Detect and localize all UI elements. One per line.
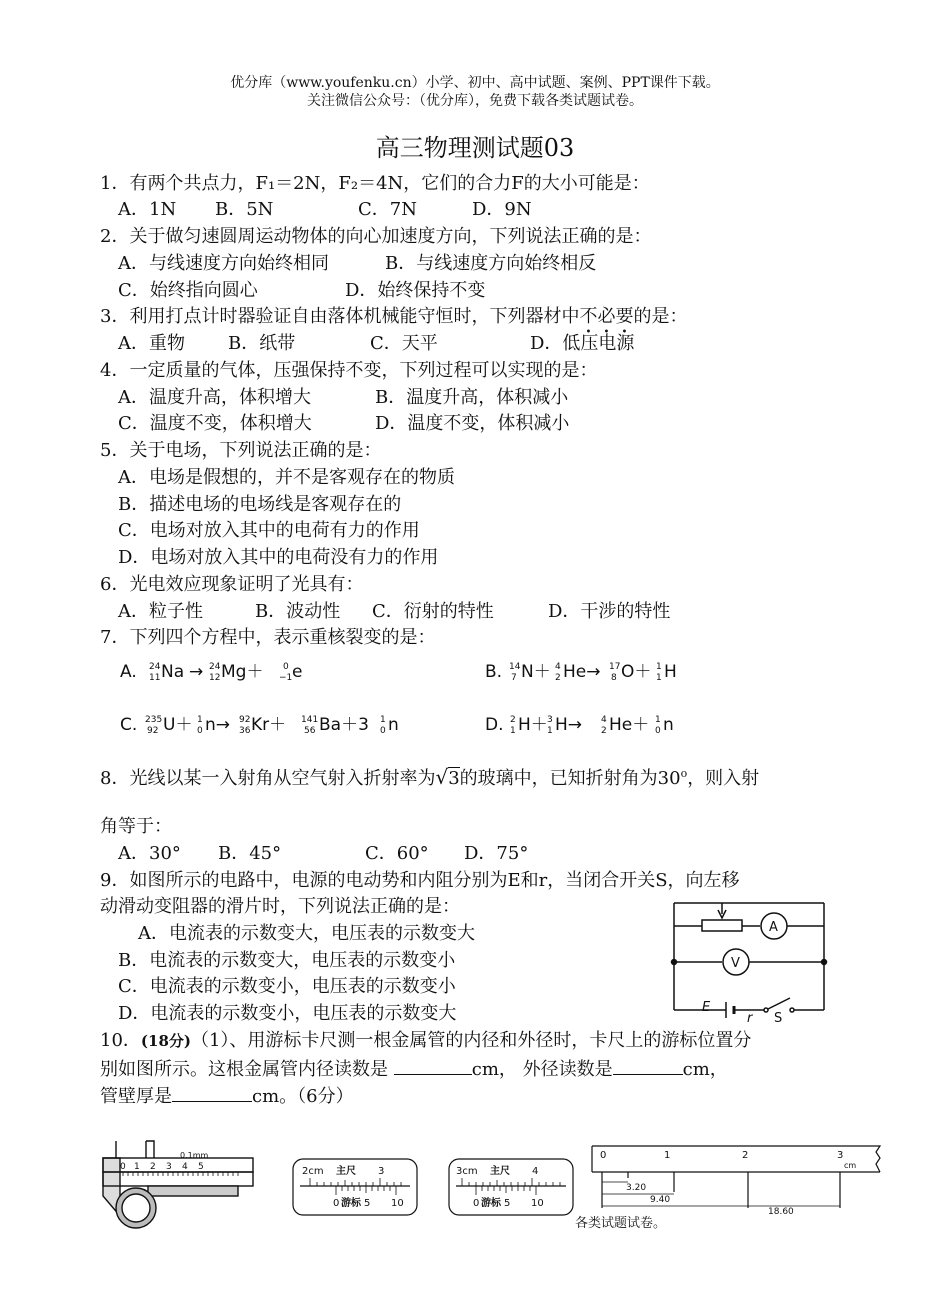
q6-option-a: A．粒子性 [118,601,203,622]
svg-text:7: 7 [511,673,517,683]
eq-d-term4: n [663,715,674,735]
eq-b-label: B. [485,662,503,682]
q4-stem: 4．一定质量的气体，压强保持不变，下列过程可以实现的是： [100,360,598,381]
q9-option-a: A．电流表的示数变大，电压表的示数变大 [138,923,475,944]
scale2-main-right: 4 [532,1166,539,1177]
eq-d-term3: He＋ [609,715,650,735]
vernier-scale-outer-diameter [446,1156,576,1218]
eq-c-term4: Ba＋3 [319,715,369,735]
q3-option-a: A．重物 [118,333,185,354]
degree-mark: o [680,767,688,780]
eq-b-term1: N＋ [521,662,551,682]
svg-text:4: 4 [601,715,607,725]
q3-stem-part2: 的是： [633,306,688,327]
q8-stem-continued: 角等于： [100,816,172,837]
q10-stem-line3 [100,1083,354,1109]
scale1-main-label: 主尺 [336,1166,356,1177]
emf-label: E [702,1000,711,1015]
q1-option-d: D．9N [472,199,532,220]
q8-stem-part1: 8．光线以某一入射角从空气射入折射率为 [100,768,436,789]
q7-stem: 7．下列四个方程中，表示重核裂变的是： [100,627,436,648]
q10-number: 10． [100,1030,141,1051]
sqrt-value: 3 [448,768,460,789]
tape-mark-2: 2 [742,1150,749,1161]
svg-text:36: 36 [239,726,251,736]
q10-line2-part1: 别如图所示。这根金属管内径读数是 [100,1059,388,1080]
distance-1: 3.20 [626,1183,647,1193]
q10-stem-line1 [100,1029,751,1053]
q4-option-d: D．温度不变，体积减小 [375,413,570,434]
inner-diameter-blank[interactable] [394,1056,472,1075]
svg-text:92: 92 [147,726,159,736]
svg-text:24: 24 [149,662,161,672]
eq-b-term4: H [664,662,677,682]
eq-c-term2: n→ [205,715,231,735]
header-line-1: 优分库（www.youfenku.cn）小学、初中、高中试题、案例、PPT课件下载。 [230,75,720,91]
q8-stem-part2: 的玻璃中，已知折射角为30 [459,768,681,789]
q2-option-c: C．始终指向圆心 [118,280,258,301]
svg-text:56: 56 [304,726,316,736]
eq-b-term3: O＋ [621,662,652,682]
q3-option-b: B．纸带 [228,333,296,354]
q2-stem: 2．关于做匀速圆周运动物体的向心加速度方向，下列说法正确的是： [100,226,652,247]
svg-text:0: 0 [380,726,386,736]
svg-text:0: 0 [197,726,203,736]
q10-line2-part2: cm， 外径读数是 [471,1059,613,1080]
scale1-main-right: 3 [378,1166,385,1177]
q3-option-c: C．天平 [370,333,438,354]
eq-a-term4: e [292,662,303,682]
svg-text:24: 24 [209,662,221,672]
svg-text:12: 12 [209,673,221,683]
q8-option-b: B．45° [218,843,282,864]
distance-3: 18.60 [768,1207,794,1217]
q5-option-a: A．电场是假想的，并不是客观存在的物质 [118,467,455,488]
outer-diameter-blank[interactable] [613,1056,683,1075]
q10-line3-part1: 管壁厚是 [100,1086,172,1107]
q4-option-c: C．温度不变，体积增大 [118,413,312,434]
q8-option-a: A．30° [118,843,181,864]
header-line-2: 关注微信公众号：（优分库），免费下载各类试题试卷。 [307,93,643,109]
q5-stem: 5．关于电场，下列说法正确的是： [100,440,382,461]
scale1-vernier-label: 游标 [341,1198,361,1209]
sqrt-symbol: √ [435,765,449,789]
scale1-vernier-ten: 10 [391,1198,404,1209]
eq-a-term1: Na [161,662,185,682]
svg-text:−1: −1 [279,673,293,683]
q8-option-c: C．60° [365,843,429,864]
circuit-diagram [664,898,834,1023]
svg-text:2: 2 [601,726,607,736]
svg-text:2: 2 [555,673,561,683]
q2-option-d: D．始终保持不变 [345,280,486,301]
svg-text:0: 0 [283,662,289,672]
scale2-vernier-five: 5 [504,1198,511,1209]
q10-text: （1）、用游标卡尺测一根金属管的内径和外径时，卡尺上的游标位置分 [190,1030,752,1051]
footer-fragment: 各类试题试卷。 [575,1216,667,1231]
svg-text:4: 4 [555,662,561,672]
svg-text:1: 1 [547,726,553,736]
caliper-unit-label: 0.1mm [180,1151,209,1160]
q5-option-b: B．描述电场的电场线是客观存在的 [118,494,402,515]
svg-text:0: 0 [655,726,661,736]
switch-label: S [774,1011,783,1023]
q1-stem: 1．有两个共点力，F₁＝2N，F₂＝4N，它们的合力F的大小可能是： [100,173,650,194]
q10-points: (18分) [140,1032,191,1050]
q4-option-b: B．温度升高，体积减小 [375,387,569,408]
svg-text:2: 2 [510,715,516,725]
q9-stem-line2: 动滑动变阻器的滑片时，下列说法正确的是： [100,896,460,917]
q1-option-c: C．7N [358,199,417,220]
eq-c-term5: n [388,715,399,735]
svg-text:11: 11 [149,673,161,683]
svg-text:14: 14 [509,662,521,672]
distance-2: 9.40 [650,1195,671,1205]
wall-thickness-blank[interactable] [172,1083,252,1102]
q9-stem-line1: 9．如图所示的电路中，电源的电动势和内阻分别为E和r，当闭合开关S，向左移 [100,870,740,891]
scale2-vernier-label: 游标 [481,1198,501,1209]
q10-stem-line2 [100,1056,728,1082]
resistance-label: r [747,1011,753,1023]
svg-text:1: 1 [656,662,662,672]
q6-stem: 6．光电效应现象证明了光具有： [100,574,364,595]
voltmeter-label: V [731,956,740,971]
tape-mark-1: 1 [664,1150,671,1161]
scale2-main-left: 3cm [456,1166,478,1177]
svg-text:2: 2 [150,1162,156,1172]
svg-text:141: 141 [301,715,319,725]
q8-stem-part3: ，则入射 [687,768,760,789]
svg-text:4: 4 [182,1162,188,1172]
ammeter-label: A [769,920,778,935]
rheostat [702,920,742,931]
scale2-main-label: 主尺 [490,1166,510,1177]
svg-text:92: 92 [239,715,251,725]
svg-text:8: 8 [611,673,617,683]
q6-option-d: D．干涉的特性 [548,601,671,622]
eq-c-term1: U＋ [163,715,193,735]
q8-stem [100,762,759,791]
tape-unit: cm [844,1161,857,1170]
vernier-caliper-figure [98,1136,258,1231]
eq-a-term3: Mg＋ [221,662,264,682]
svg-text:1: 1 [134,1162,140,1172]
svg-text:1: 1 [656,673,662,683]
q5-option-d: D．电场对放入其中的电荷没有力的作用 [118,547,439,568]
svg-text:5: 5 [198,1162,204,1172]
svg-text:1: 1 [655,715,661,725]
svg-text:17: 17 [609,662,621,672]
svg-text:3: 3 [166,1162,172,1172]
q3-emphasis-char: 不 [579,306,598,327]
tape-mark-0: 0 [600,1150,607,1161]
vernier-scale-inner-diameter [290,1156,420,1218]
svg-text:1: 1 [380,715,386,725]
eq-c-term3: Kr＋ [251,715,287,735]
svg-text:3: 3 [547,715,553,725]
eq-d-term1: H＋ [518,715,548,735]
svg-text:0: 0 [120,1162,126,1172]
svg-text:1: 1 [510,726,516,736]
q1-option-a: A．1N [118,199,177,220]
ruler-measurement-figure [588,1142,888,1217]
q3-option-d: D．低压电源 [530,333,635,354]
q1-option-b: B．5N [215,199,274,220]
eq-d-label: D. [485,715,504,735]
q9-option-c: C．电流表的示数变小，电压表的示数变小 [118,976,456,997]
q3-emphasis-char: 必 [597,306,616,327]
q3-emphasis-char: 要 [615,306,634,327]
scale1-main-left: 2cm [302,1166,324,1177]
eq-c-label: C. [120,715,138,735]
q10-line3-part2: cm。（6分） [252,1086,354,1107]
q9-option-b: B．电流表的示数变大，电压表的示数变小 [118,950,456,971]
q9-option-d: D．电流表的示数变小，电压表的示数变大 [118,1003,457,1024]
q3-stem-part1: 3．利用打点计时器验证自由落体机械能守恒时，下列器材中 [100,306,580,327]
eq-d-term2: H→ [555,715,583,735]
q6-option-c: C．衍射的特性 [372,601,494,622]
svg-text:1: 1 [197,715,203,725]
scale2-vernier-ten: 10 [531,1198,544,1209]
eq-b-term2: He→ [563,662,601,682]
eq-a-label: A. [120,662,137,682]
scale1-vernier-zero: 0 [333,1198,340,1209]
q4-option-a: A．温度升高，体积增大 [118,387,311,408]
q2-option-a: A．与线速度方向始终相同 [118,253,329,274]
page-title: 高三物理测试题03 [375,134,575,162]
svg-text:235: 235 [145,715,163,725]
tape-mark-3: 3 [837,1150,844,1161]
q8-option-d: D．75° [464,843,529,864]
q6-option-b: B．波动性 [255,601,341,622]
scale2-vernier-zero: 0 [473,1198,480,1209]
q7-equations [115,654,855,744]
q3-stem [100,305,687,329]
q5-option-c: C．电场对放入其中的电荷有力的作用 [118,520,420,541]
q2-option-b: B．与线速度方向始终相反 [385,253,597,274]
q10-line2-part3: cm， [682,1059,728,1080]
eq-a-arrow: → [189,662,204,682]
scale1-vernier-five: 5 [364,1198,371,1209]
